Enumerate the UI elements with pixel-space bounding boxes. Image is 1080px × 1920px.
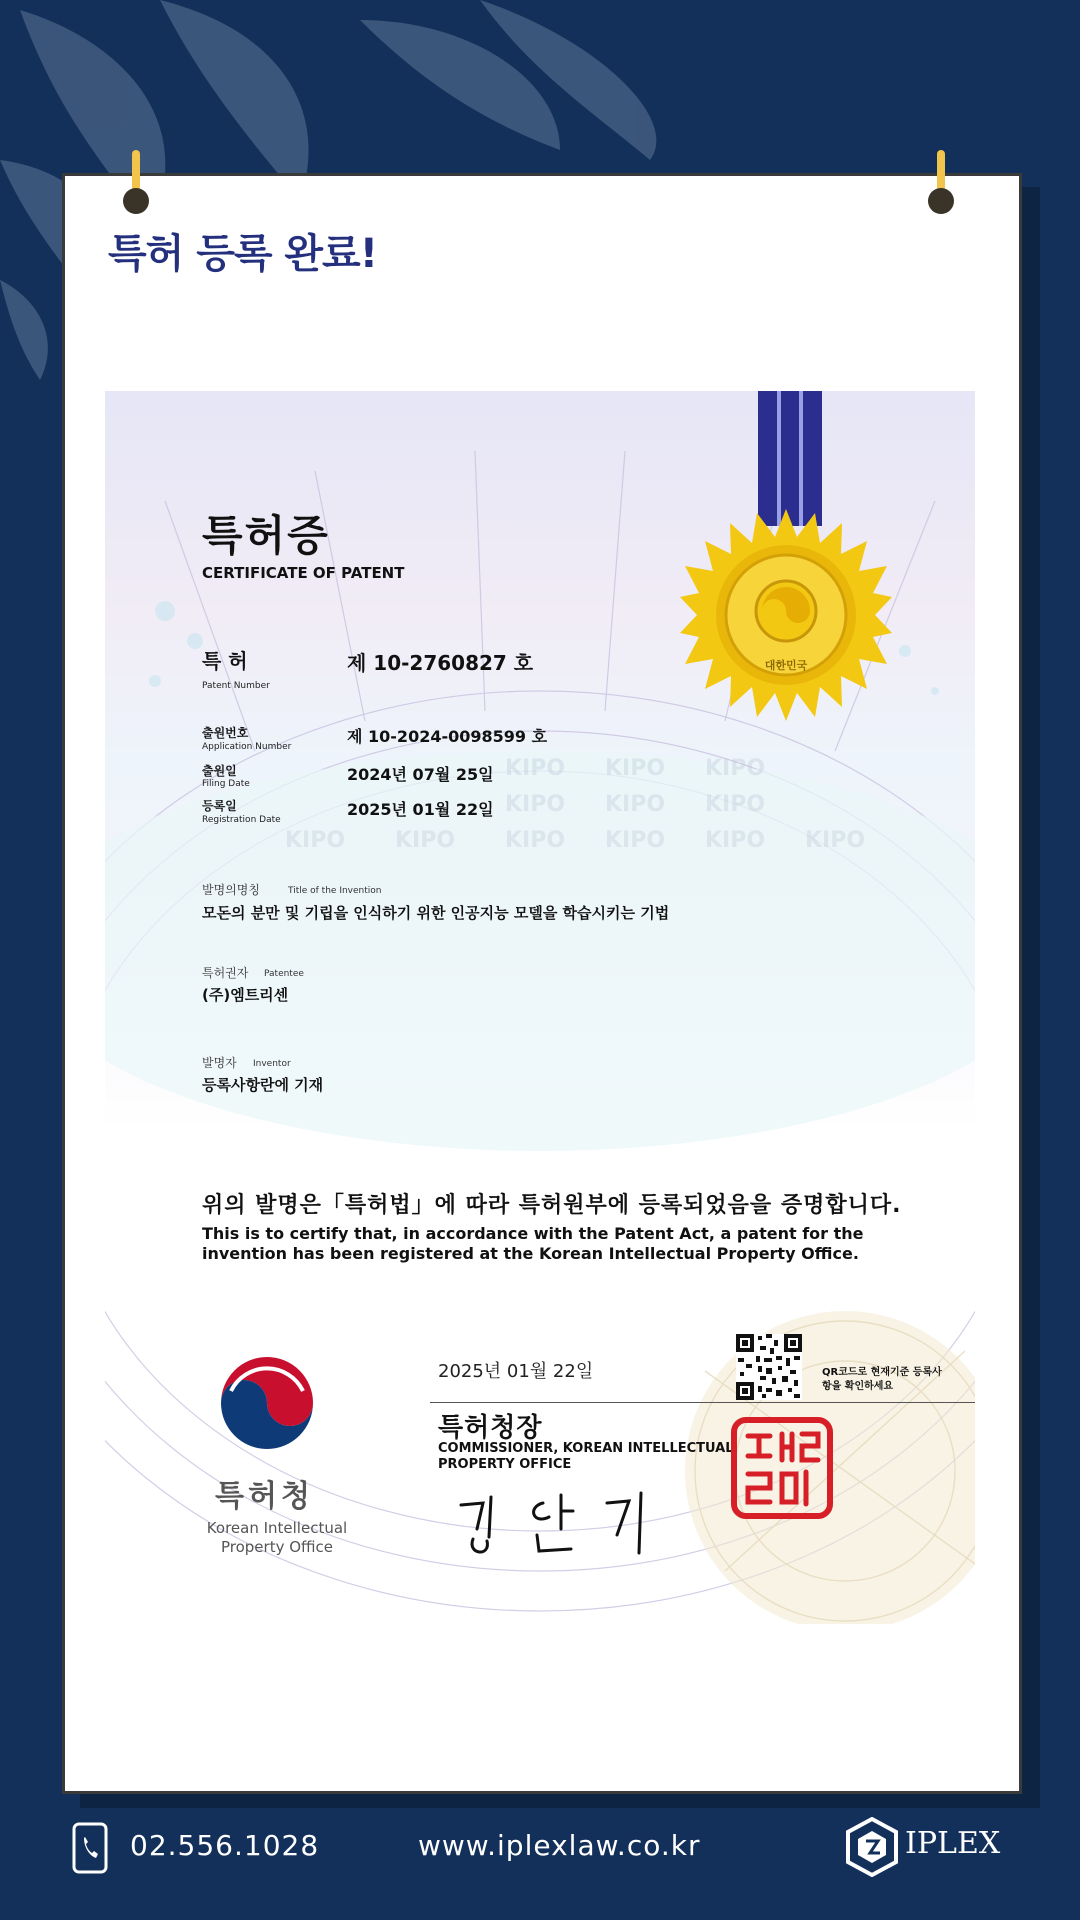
- registration-date-label: 등록일: [202, 799, 237, 813]
- page-headline: 특허 등록 완료!: [108, 231, 377, 277]
- medal-text: 대한민국: [764, 659, 808, 672]
- patentee-label-en: Patentee: [264, 969, 304, 979]
- phone-icon: [72, 1822, 108, 1874]
- watermark-word-2: KIPO: [605, 756, 666, 781]
- filing-date-label-en: Filing Date: [202, 779, 250, 789]
- official-seal-stamp: [730, 1416, 834, 1520]
- hanging-pin-left: [121, 150, 151, 218]
- invention-title-label-en: Title of the Invention: [288, 886, 382, 896]
- patent-number-value: 제 10-2760827 호: [347, 651, 534, 675]
- iplex-logo-text: IPLEX: [905, 1826, 1001, 1861]
- commissioner-signature: [457, 1489, 657, 1561]
- watermark-word-8: KIPO: [395, 828, 456, 853]
- registration-date-value: 2025년 01월 22일: [347, 800, 494, 819]
- footer-website-link[interactable]: www.iplexlaw.co.kr: [418, 1829, 701, 1862]
- watermark-word-1: KIPO: [505, 756, 566, 781]
- watermark-word-5: KIPO: [605, 792, 666, 817]
- iplex-logo-icon: [846, 1817, 898, 1877]
- watermark-word-9: KIPO: [505, 828, 566, 853]
- application-number-label: 출원번호: [202, 726, 249, 740]
- application-number-label-en: Application Number: [202, 742, 292, 752]
- patentee-value: (주)엠트리센: [202, 986, 289, 1004]
- hanging-pin-right: [926, 150, 956, 218]
- watermark-word-7: KIPO: [285, 828, 346, 853]
- certificate-title: 특허증: [202, 511, 330, 560]
- watermark-word-3: KIPO: [705, 756, 766, 781]
- gold-medal-icon: [680, 509, 892, 721]
- watermark-word-10: KIPO: [605, 828, 666, 853]
- filing-date-label: 출원일: [202, 764, 237, 778]
- certificate-title-en: CERTIFICATE OF PATENT: [202, 564, 405, 582]
- watermark-word-12: KIPO: [805, 828, 866, 853]
- patent-number-label-en: Patent Number: [202, 681, 270, 691]
- patentee-label: 특허권자: [202, 966, 249, 980]
- invention-title-value: 모돈의 분만 및 기립을 인식하기 위한 인공지능 모델을 학습시키는 기법: [202, 904, 670, 922]
- qr-code-icon[interactable]: [736, 1334, 802, 1400]
- watermark-word-11: KIPO: [705, 828, 766, 853]
- kipo-logo-text-en: Korean Intellectual Property Office: [206, 1519, 348, 1556]
- footer-phone-number[interactable]: 02.556.1028: [130, 1829, 320, 1862]
- medal-ribbon: [758, 391, 822, 526]
- patent-number-label: 특 허: [202, 649, 248, 673]
- invention-title-label: 발명의명칭: [202, 883, 260, 897]
- qr-code-note: QR코드로 현재기준 등록사항을 확인하세요: [822, 1367, 942, 1392]
- sign-date: 2025년 01월 22일: [438, 1361, 594, 1382]
- certification-statement: 위의 발명은「특허법」에 따라 특허원부에 등록되었음을 증명합니다.: [202, 1193, 902, 1218]
- inventor-value: 등록사항란에 기재: [202, 1076, 324, 1094]
- watermark-word-6: KIPO: [705, 792, 766, 817]
- commissioner-title-en: COMMISSIONER, KOREAN INTELLECTUAL PROPERTY OFFICE: [438, 1441, 734, 1472]
- commissioner-title: 특허청장: [438, 1413, 543, 1443]
- certification-statement-en: This is to certify that, in accordance with the Patent Act, a patent for the invention has been registered at the Korean Intellectual Property Office.: [202, 1224, 864, 1263]
- filing-date-value: 2024년 07월 25일: [347, 765, 494, 784]
- watermark-word-4: KIPO: [505, 792, 566, 817]
- kipo-logo-text: 특허청: [215, 1479, 314, 1514]
- patent-certificate: [105, 391, 975, 1624]
- signature-divider: [430, 1402, 975, 1403]
- kipo-logo-icon: [217, 1353, 317, 1453]
- inventor-label: 발명자: [202, 1056, 237, 1070]
- registration-date-label-en: Registration Date: [202, 815, 281, 825]
- application-number-value: 제 10-2024-0098599 호: [347, 727, 548, 746]
- inventor-label-en: Inventor: [253, 1059, 291, 1069]
